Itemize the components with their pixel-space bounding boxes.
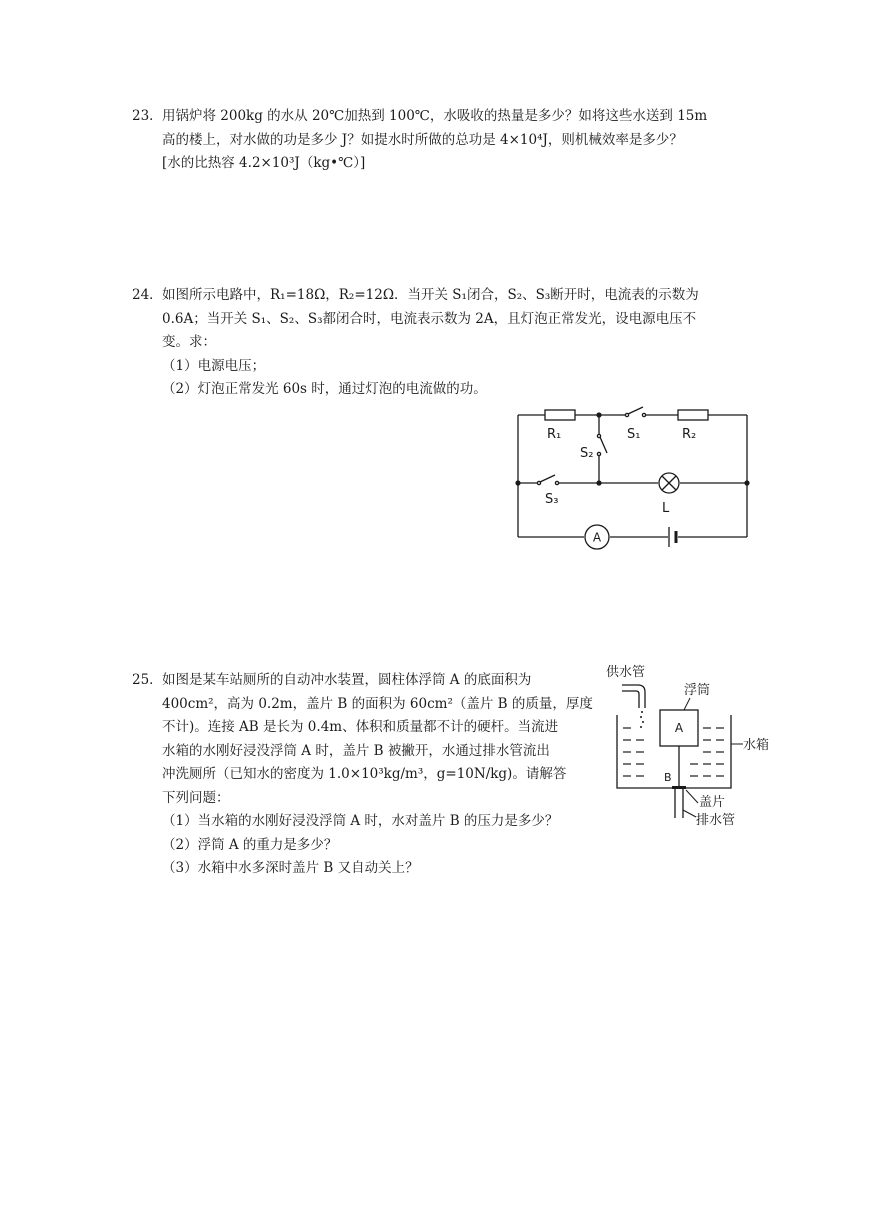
resistor-r2 (678, 410, 708, 420)
s1-label: S₁ (627, 427, 641, 442)
circuit-diagram (510, 405, 760, 555)
ammeter-label: A (592, 530, 602, 545)
question-23-line3: [水的比热容 4.2×10³J（kg•℃）] (162, 155, 366, 171)
supply-pipe (622, 685, 645, 708)
question-24-line1: 24．如图所示电路中，R₁=18Ω，R₂=12Ω．当开关 S₁闭合，S₂、S₃断开时，电流表的示数为 (132, 284, 752, 308)
question-23-line1: 23．用锅炉将 200kg 的水从 20℃加热到 100℃，水吸收的热量是多少？如将这些水送到 15m (132, 105, 752, 129)
drain-leader-line (683, 810, 696, 817)
question-24 (132, 284, 752, 402)
junction-dot (744, 480, 749, 485)
r2-label: R₂ (682, 427, 697, 442)
battery-icon (669, 527, 676, 547)
cover-leader-line (686, 790, 698, 803)
r1-label: R₁ (547, 427, 562, 442)
question-25-line2: 400cm²，高为 0.2m，盖片 B 的面积为 60cm²（盖片 B 的质量，厚度 (162, 695, 593, 712)
float-leader-line (684, 698, 690, 710)
question-25-line3: 不计)。连接 AB 是长为 0.4m、体积和质量都不计的硬杆。当流进 (162, 719, 559, 735)
question-25-line5: 冲洗厕所（已知水的密度为 1.0×10³kg/m³，g=10N/kg)。请解答 (162, 766, 567, 782)
junction-dot (596, 412, 601, 417)
question-24-line2: 0.6A；当开关 S₁、S₂、S₃都闭合时，电流表示数为 2A，且灯泡正常发光，设电源电压不 (162, 310, 697, 327)
s3-label: S₃ (545, 492, 559, 507)
question-25-sub3: （3）水箱中水多深时盖片 B 又自动关上？ (162, 860, 419, 876)
question-24-number: 24． (132, 287, 163, 303)
resistor-r1 (545, 410, 575, 420)
drain-label: 排水管 (696, 813, 736, 828)
switch-s1 (625, 407, 645, 417)
question-24-line3: 变。求： (162, 334, 216, 350)
drain-pipe (675, 789, 683, 818)
tank-label: 水箱 (743, 738, 770, 753)
question-23 (132, 105, 752, 176)
lamp-label: L (662, 501, 670, 516)
s2-label: S₂ (580, 446, 594, 461)
float-a-label: A (674, 721, 684, 735)
flush-tank-diagram (600, 660, 790, 830)
lamp-icon (659, 473, 679, 493)
question-25 (132, 669, 602, 881)
question-25-line1: 25．如图是某车站厕所的自动冲水装置，圆柱体浮筒 A 的底面积为 (132, 669, 602, 693)
junction-dot (515, 480, 520, 485)
question-25-line6: 下列问题： (162, 789, 230, 806)
junction-dot (596, 480, 601, 485)
question-24-sub1: （1）电源电压； (162, 357, 266, 374)
supply-pipe-label: 供水管 (606, 665, 646, 680)
question-23-line2: 高的楼上，对水做的功是多少 J？如提水时所做的总功是 4×10⁴J，则机械效率是多少？ (162, 131, 683, 148)
switch-s2 (597, 434, 607, 455)
question-24-sub2: （2）灯泡正常发光 60s 时，通过灯泡的电流做的功。 (162, 381, 487, 397)
water-stream (640, 711, 644, 728)
question-23-number: 23． (132, 108, 163, 124)
question-25-sub2: （2）浮筒 A 的重力是多少？ (162, 836, 338, 853)
question-25-line4: 水箱的水刚好浸没浮筒 A 时，盖片 B 被撇开，水通过排水管流出 (162, 742, 550, 759)
float-label: 浮筒 (684, 683, 711, 698)
question-25-number: 25． (132, 672, 163, 688)
switch-s3 (537, 475, 558, 485)
question-25-sub1: （1）当水箱的水刚好浸没浮筒 A 时，水对盖片 B 的压力是多少？ (162, 813, 559, 829)
cover-b-label: B (664, 771, 672, 784)
cover-label: 盖片 (699, 795, 726, 810)
cover-b (672, 786, 686, 789)
